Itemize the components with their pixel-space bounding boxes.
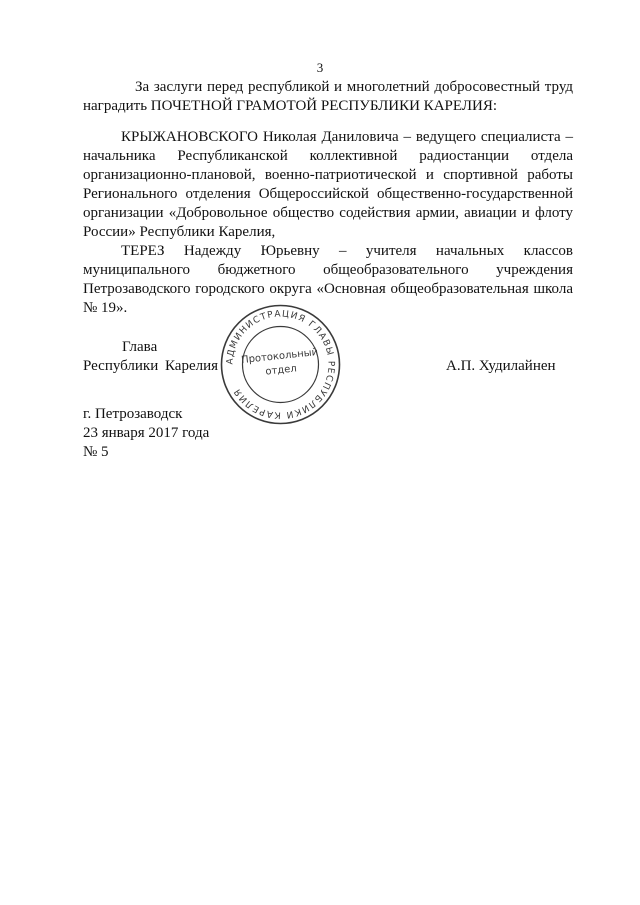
signatory-name: А.П. Худилайнен [446, 358, 556, 374]
page-number: 3 [316, 60, 324, 75]
seal-ring-text: АДМИНИСТРАЦИЯ ГЛАВЫ РЕСПУБЛИКИ КАРЕЛИЯ [225, 309, 336, 420]
award-intro: За заслуги перед республикой и многолетний добросовестный труд наградить ПОЧЕТНОЙ ГРАМОТОЙ РЕСПУБЛИКИ КАРЕЛИЯ: [83, 79, 573, 114]
document-number: № 5 [83, 444, 109, 460]
issue-date: 23 января 2017 года [83, 425, 210, 441]
award-intro-block [83, 78, 573, 116]
signature-title: Глава [122, 339, 158, 355]
recipient-2: ТЕРЕЗ Надежду Юрьевну – учителя начальных классов муниципального бюджетного общеобразовательного учреждения Петрозаводского городского округа «Основная общеобразовательная школа № 19». [83, 243, 573, 316]
seal-graphic [218, 302, 343, 427]
issue-place: г. Петрозаводск [83, 406, 183, 422]
recipient-1: КРЫЖАНОВСКОГО Николая Даниловича – ведущего специалиста – начальника Республиканской коллективной радиостанции отдела организационно-плановой, военно-патриотической и спортивной работы Регионального отделения Общероссийской общественно-государственной организации «Добровольное общество содействия армии, авиации и флоту России» Республики Карелия, [83, 129, 573, 240]
seal-center-line-2: отдел [264, 363, 298, 378]
recipient-1-block [83, 128, 573, 242]
official-seal-stamp [218, 302, 343, 427]
seal-center-line-1: Протокольный [240, 347, 319, 367]
signature-region: Республики Карелия [83, 358, 219, 374]
